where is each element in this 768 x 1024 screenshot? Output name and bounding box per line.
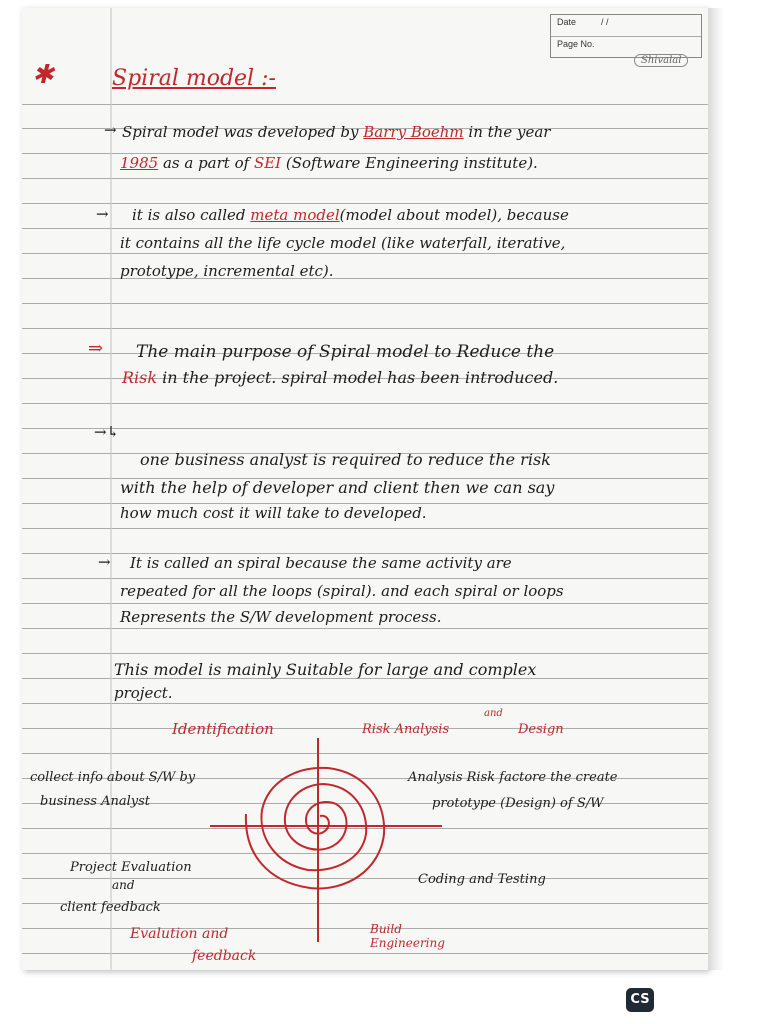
date-value: / /	[601, 17, 609, 27]
spiral-path	[246, 768, 384, 889]
paper-edge	[708, 8, 724, 970]
quadrant-build-desc: Coding and Testing	[418, 872, 546, 887]
quadrant-evaluation-desc: and	[112, 878, 135, 892]
highlight-text: Barry Boehm	[363, 123, 464, 141]
quadrant-evaluation-desc: client feedback	[60, 900, 161, 915]
quadrant-identification-desc: collect info about S/W by	[30, 770, 196, 785]
brand-logo: Shivalal	[634, 54, 688, 67]
highlight-text: Risk	[122, 368, 158, 387]
quadrant-risk-desc: prototype (Design) of S/W	[432, 796, 604, 811]
note-line: project.	[114, 684, 173, 702]
bullet-arrow-icon: →	[104, 121, 117, 139]
note-line: with the help of developer and client then we can say	[120, 478, 555, 497]
note-text: in the project. spiral model has been introduced.	[157, 368, 559, 387]
page-title: Spiral model :-	[112, 66, 276, 91]
note-line: It is called an spiral because the same activity are	[130, 554, 512, 572]
quadrant-build-title: Build	[370, 922, 402, 936]
note-line: prototype, incremental etc).	[120, 262, 334, 280]
notebook-page	[22, 8, 708, 970]
star-icon: ✱	[32, 60, 54, 90]
date-label: Date	[557, 17, 577, 27]
quadrant-design-title: Design	[518, 722, 564, 737]
quadrant-risk-title: Risk Analysis	[362, 722, 450, 737]
quadrant-risk-desc: Analysis Risk factore the create	[408, 770, 618, 785]
bullet-arrow-icon: →↳	[94, 423, 120, 441]
quadrant-build-title: Engineering	[370, 936, 445, 950]
quadrant-identification-title: Identification	[172, 720, 274, 738]
camscanner-logo: CS	[626, 988, 654, 1012]
highlight-text: meta model	[250, 206, 340, 224]
note-text: it is also called	[132, 206, 251, 224]
note-line: it contains all the life cycle model (like waterfall, iterative,	[120, 234, 566, 252]
bullet-arrow-icon: →	[96, 205, 109, 223]
bullet-arrow-icon: →	[98, 553, 111, 571]
highlight-text: 1985	[120, 154, 159, 172]
quadrant-risk-and: and	[484, 708, 503, 719]
note-text: Spiral model was developed by	[122, 123, 364, 141]
spiral-diagram	[22, 8, 708, 970]
note-line: Represents the S/W development process.	[120, 608, 442, 626]
quadrant-identification-desc: business Analyst	[40, 794, 150, 809]
note-line: This model is mainly Suitable for large and complex	[114, 660, 537, 679]
note-line: one business analyst is required to reduce the risk	[140, 450, 551, 469]
quadrant-evaluation-desc: Project Evaluation	[70, 860, 192, 875]
note-line: The main purpose of Spiral model to Reduce the	[136, 342, 555, 362]
note-text: (model about model), because	[339, 206, 569, 224]
note-text: in the year	[463, 123, 551, 141]
highlight-text: SEI	[253, 154, 282, 172]
note-line: repeated for all the loops (spiral). and each spiral or loops	[120, 582, 564, 600]
note-text: as a part of	[158, 154, 254, 172]
quadrant-evaluation-title: feedback	[192, 948, 257, 964]
double-arrow-icon: ⇒	[88, 338, 104, 359]
note-text: (Software Engineering institute).	[281, 154, 538, 172]
note-line: how much cost it will take to developed.	[120, 504, 427, 522]
page-label: Page No.	[557, 39, 595, 49]
quadrant-evaluation-title: Evalution and	[130, 926, 229, 942]
